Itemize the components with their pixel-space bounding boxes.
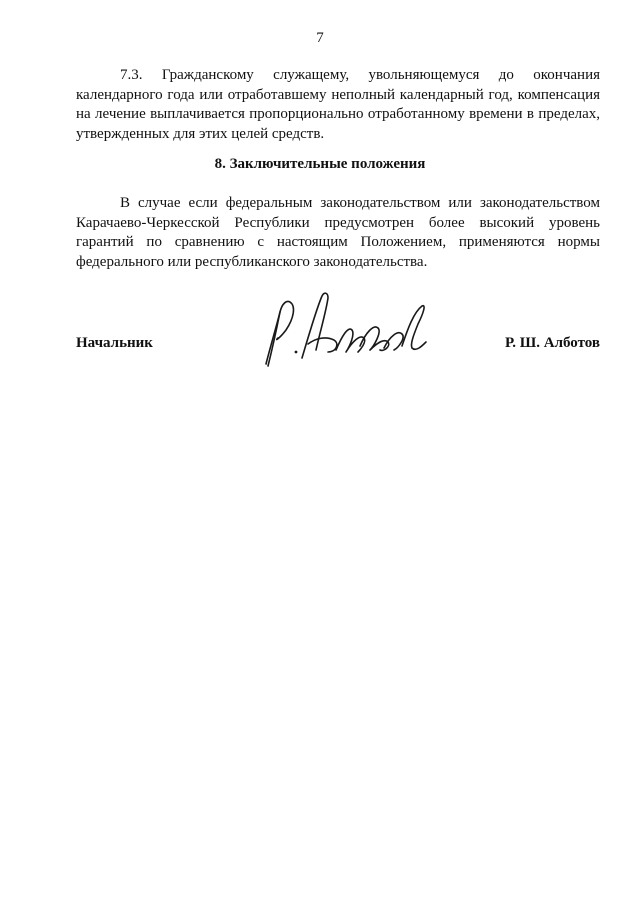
page-number: 7: [316, 30, 324, 46]
section-8-heading: 8. Заключительные положения: [214, 156, 426, 172]
handwritten-signature: [256, 288, 436, 370]
signatory-name: Р. Ш. Алботов: [504, 335, 600, 351]
paragraph-7-3: 7.3. Гражданскому служащему, увольняющемуся до окончания календарного года или отработавшему неполный календарный год, компенсация на лечение выплачивается пропорционально отработанному времени в пределах, утвержденных для этих целей средств.: [76, 67, 600, 142]
signatory-position: Начальник: [76, 335, 153, 351]
section-8-paragraph: В случае если федеральным законодательством или законодательством Карачаево-Черкесской Республики предусмотрен более высокий уровень гарантий по сравнению с настоящим Положением, применяются нормы федерального или республиканского законодательства.: [76, 195, 600, 270]
